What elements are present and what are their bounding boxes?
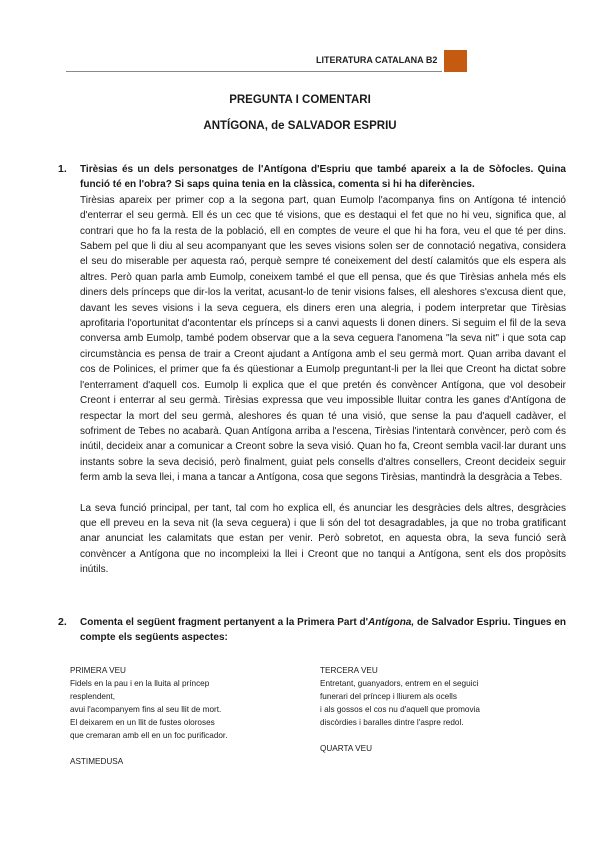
verse-right-line: i als gossos el cos nu d'aquell que promovia bbox=[320, 705, 480, 714]
verse-right bbox=[320, 664, 480, 755]
verse-left-line: PRIMERA VEU bbox=[70, 666, 126, 675]
question-1-prompt: Tirèsias és un dels personatges de l'Antígona d'Espriu que també apareix a la de Sòfocles. Quina funció té en l'obra? Si saps quina tenia en la clàssica, comenta si hi ha diferències. bbox=[80, 164, 566, 191]
verse-right-line: funerari del príncep i lliurem als ocells bbox=[320, 692, 457, 701]
header-label: LITERATURA CATALANA B2 bbox=[316, 55, 438, 65]
question-1 bbox=[80, 162, 566, 578]
verse-right-speaker: QUARTA VEU bbox=[320, 744, 373, 753]
header-accent-box bbox=[444, 50, 467, 72]
page-subtitle: ANTÍGONA, de SALVADOR ESPRIU bbox=[203, 120, 397, 132]
verse-left-line: El deixarem en un llit de fustes oloroses bbox=[70, 718, 215, 727]
verse-left-line: resplendent, bbox=[70, 692, 116, 701]
verse-right-line: discòrdies i baralles dintre l'aspre redol. bbox=[320, 718, 464, 727]
question-1-number: 1. bbox=[58, 163, 67, 175]
header-rule bbox=[66, 71, 442, 72]
question-2 bbox=[80, 615, 566, 646]
question-2-prompt-a: Comenta el següent fragment pertanyent a la Primera Part d' bbox=[80, 617, 369, 628]
page-title: PREGUNTA I COMENTARI bbox=[229, 94, 371, 106]
verse-left-line: Fidels en la pau i en la lluita al príncep bbox=[70, 679, 210, 688]
verse-left bbox=[70, 664, 227, 768]
question-2-prompt-b: de Salvador Espriu. Tingues en compte els següents aspectes: bbox=[80, 617, 566, 644]
question-2-prompt bbox=[80, 615, 566, 646]
question-2-prompt-italic: Antígona, bbox=[368, 617, 415, 628]
answer-paragraph-1: Tirèsias apareix per primer cop a la segona part, quan Eumolp l'acompanya fins on Antígona té intenció d'enterrar el seu germà. Ell és un cec que té visions, que es destaqui el fet que no hi veu, significa que, al contrari que ho fa la resta de la població, ell en comptes de veure el que hi ha fora, veu el que té per dins. Sabem pel que li diu al seu acompanyant que les seves visions solen ser de connotació negativa, considera el seu do miserable per aquesta raó, perquè sempre té coneixement del destí calamitós que els espera als altres. Però quan parla amb Eumolp, coneixem també el que ell pensa, que és que Tirèsias anhela més els diners dels prínceps que dir-los la veritat, acusant-lo de tenir visions falses, ell aleshores s'excusa dient que, davant les seves visions i la seva ceguera, els diners eren una alegria, i podem interpretar que Tirèsias aprofitaria l'oportunitat d'acontentar els prínceps si a canvi aquests li donen diners. Si seguim el fil de la seva conversa amb Eumolp, també podem observar que a la seva ceguera l'anomena "la seva nit" i que sota cap circumstància es pensa de trair a Creont ajudant a Antígona amb el seu germà mort. Quan arriba davant el cos de Polinices, el primer que fa és qüestionar a Eumolp preguntant-li per la llei que Creont ha dictat sobre l'enterrament d'aquell cos. Eumolp li explica que el que pretén és convèncer Antígona, que vol desobeir Creont i enterrar al seu germà. Tirèsias expressa que veu impossible lluitar contra les ganes d'Antígona de respectar la mort del seu germà, aleshores és quan té una visió, que sense la pau d'aquell cadàver, el sofriment de Tebes no acabarà. Quan Antígona arriba a l'escena, Tirèsias l'intentarà convèncer, però com és inútil, decideix anar a comunicar a Creont sobre la seva visió. Quan ho fa, Creont sembla vacil·lar durant uns instants sobre la seva decisió, però finalment, guiat pels consells d'altres consellers, Creont decideix seguir ferm amb la seva llei, i mana a tancar a Antígona, cosa que segons Tirèsias, mantindrà la desgràcia a Tebes. bbox=[80, 194, 566, 484]
verse-right-line: Entretant, guanyadors, entrem en el seguici bbox=[320, 679, 479, 688]
verse-left-line: que cremaran amb ell en un foc purificador. bbox=[70, 731, 228, 740]
answer-paragraph-2: La seva funció principal, per tant, tal com ho explica ell, és anunciar les desgràcies dels altres, desgràcies que ell preveu en la seva nit (la seva ceguera) i que li són del tot desagradables, ja que no troba gratificant anar anunciat les calamitats que estan per venir. Però sobretot, en aquesta obra, la seva funció serà convèncer a Antígona que no incompleixi la llei i Creont que no tanqui a Antígona, sent els dos propòsits inútils. bbox=[80, 502, 566, 576]
question-2-number: 2. bbox=[58, 616, 67, 628]
verse-right-line: TERCERA VEU bbox=[320, 666, 378, 675]
verse-left-line: avui l'acompanyem fins al seu llit de mort. bbox=[70, 705, 222, 714]
verse-left-speaker: ASTIMEDUSA bbox=[70, 757, 124, 766]
